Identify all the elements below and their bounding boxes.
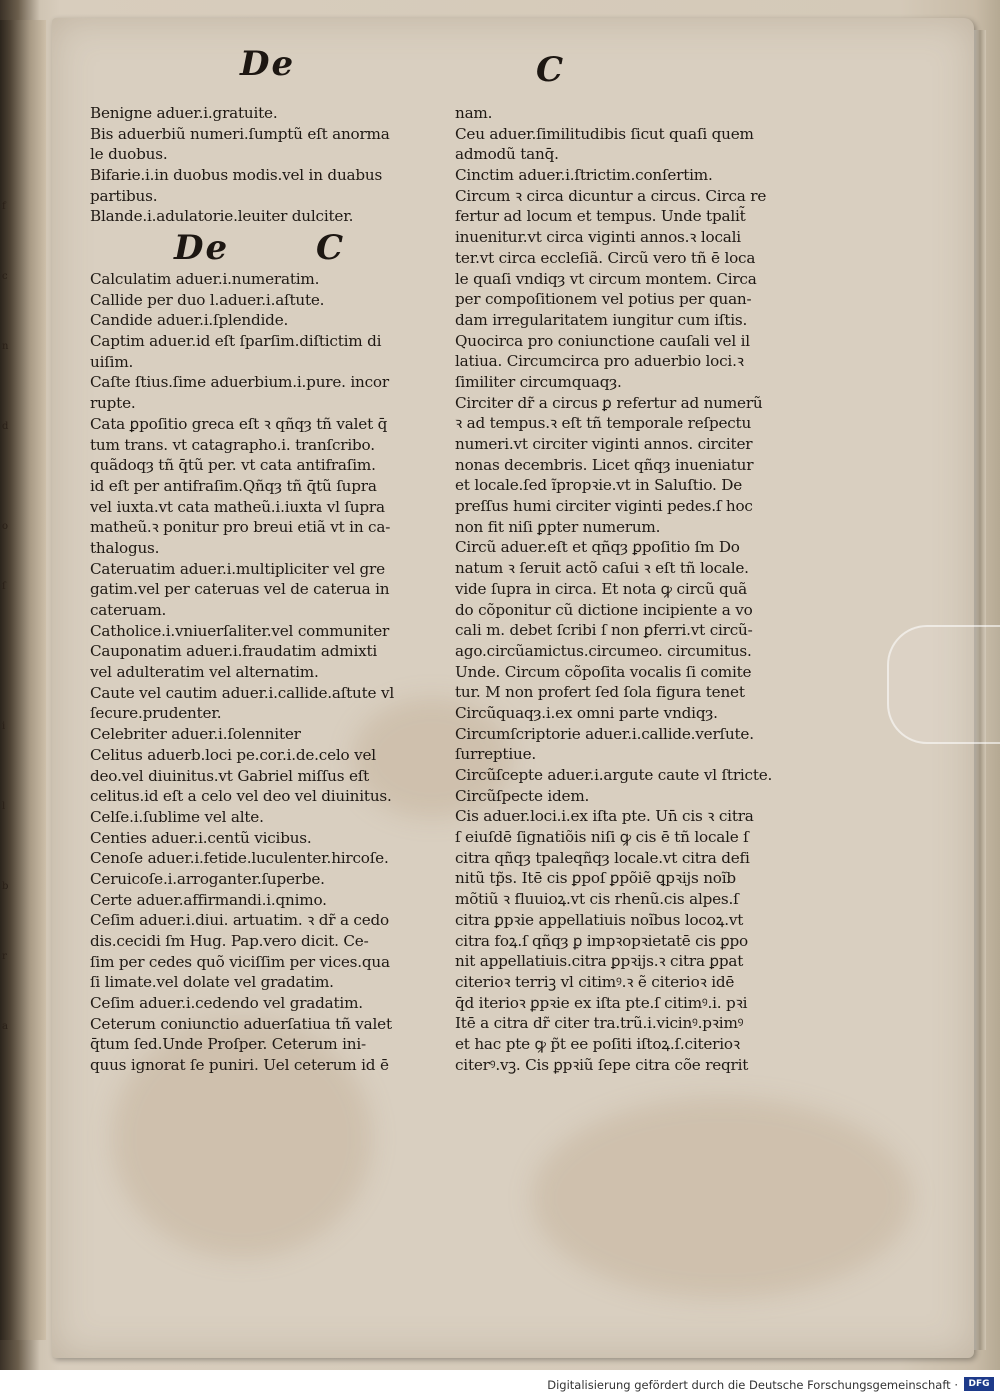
text-line: Centies aduer.i.centũ vicibus.: [90, 828, 312, 847]
text-line: thalogus.: [90, 538, 160, 557]
text-line: Ceſim aduer.i.diui. artuatim. ꝛ dr̃ a cedo: [90, 911, 389, 930]
text-line: Bifarie.i.in duobus modis.vel in duabus: [90, 166, 383, 185]
text-line: ꝛ ad tempus.ꝛ eſt tñ temporale reſpectu: [455, 414, 752, 433]
text-line: Quocirca pro coniunctione cauſali vel il: [455, 331, 750, 350]
text-line: non fit niſi ꝑpter numerum.: [455, 517, 661, 536]
text-line: rupte.: [90, 394, 136, 413]
text-line: quãdoqȝ tñ q̄tũ per. vt cata antifraſim.: [90, 456, 376, 475]
heading-top-left: De: [240, 44, 296, 84]
text-line: inuenitur.vt circa viginti annos.ꝛ locali: [455, 228, 741, 247]
left-strip-fragment: i: [2, 721, 6, 732]
text-line: tur. M non profert ſed ſola figura tenet: [455, 683, 745, 702]
text-line: citerioꝛ terriꝫ vl citimꝰ.ꝛ ẽ citerioꝛ idē: [455, 972, 735, 991]
text-line: cateruam.: [90, 601, 167, 619]
text-line: tum trans. vt catagrapho.i. tranſcribo.: [90, 435, 375, 454]
text-line: ago.circũamictus.circumeo. circumitus.: [455, 641, 752, 660]
text-line: Circũquaqȝ.i.ex omni parte vndiqȝ.: [455, 703, 718, 722]
left-page-edge: [0, 20, 46, 1340]
right-column-entries: [455, 103, 807, 1075]
text-line: Ceterum coniunctio aduerſatiua tñ valet: [90, 1014, 392, 1033]
text-line: ſi limate.vel dolate vel gradatim.: [90, 973, 334, 992]
text-line: vel adulteratim vel alternatim.: [90, 663, 319, 682]
text-line: natum ꝛ ſeruit actõ caſui ꝛ eſt tñ locale.: [455, 559, 749, 578]
left-strip-fragment: ſ: [2, 581, 6, 592]
text-line: Celebriter aduer.i.ſolenniter: [90, 725, 301, 744]
text-line: Caſte ſtius.ſime aduerbium.i.pure. incor: [90, 373, 389, 392]
text-line: dam irregularitatem iungitur cum iſtis.: [455, 310, 748, 329]
text-line: cali m. debet ſcribi ſ non ꝑferri.vt circũ-: [455, 621, 753, 640]
text-line: Circumſcriptorie aduer.i.callide.verſute.: [455, 724, 754, 743]
left-strip-fragment: o: [2, 521, 9, 532]
text-line: fertur ad locum et tempus. Unde tpalit̃: [455, 207, 746, 226]
text-line: q̄d iterioꝛ ꝑpꝛie ex iſta pte.ſ citimꝰ.i. pꝛi: [455, 993, 748, 1012]
text-line: partibus.: [90, 186, 158, 205]
text-line: Bis aduerbiũ numeri.ſumptũ eſt anorma: [90, 124, 390, 143]
text-line: Circũſcepte aduer.i.argute caute vl ſtricte.: [455, 766, 773, 784]
text-line: nam.: [455, 104, 493, 122]
text-line: mõtiũ ꝛ fluuioꝝ.vt cis rhenũ.cis alpes.ſ: [455, 890, 739, 909]
text-line: citerꝰ.vꝫ. Cis ꝑpꝛiũ ſepe citra cõe reqrit: [455, 1055, 749, 1074]
text-line: Catholice.i.vniuerſaliter.vel communiter: [90, 621, 390, 640]
text-line: Candide aduer.i.ſplendide.: [90, 311, 289, 330]
text-line: do cõponitur cũ dictione incipiente a vo: [455, 600, 753, 619]
text-line: Calculatim aduer.i.numeratim.: [90, 270, 320, 288]
text-line: et hac pte ꝙ p̃t ee poſiti iſtoꝝ.ſ.citerioꝛ: [455, 1034, 740, 1053]
footer-credit: Digitalisierung gefördert durch die Deutsche Forschungsgemeinschaft ·: [547, 1378, 958, 1392]
text-line: ſurreptiue.: [455, 745, 536, 764]
text-line: Cauponatim aduer.i.fraudatim admixti: [90, 642, 378, 661]
heading-mid-left: De: [174, 228, 230, 268]
text-line: Circũſpecte idem.: [455, 786, 590, 805]
text-line: citra ꝑpꝛie appellatiuis noĩbus locoꝝ.vt: [455, 910, 744, 929]
text-line: Blande.i.adulatorie.leuiter dulciter.: [90, 207, 354, 226]
text-line: admodũ tanq̄.: [455, 145, 559, 164]
left-strip-fragment: b: [2, 881, 9, 892]
text-line: nitũ tp̃s. Itē cis ꝑpoſ ꝑpõiẽ ꝗpꝛijs noĩb: [455, 869, 736, 888]
text-line: Cenoſe aduer.i.fetide.luculenter.hircoſe.: [90, 849, 389, 868]
left-strip-fragment: d: [2, 421, 9, 432]
heading-top-right: C: [536, 50, 566, 90]
text-line: quus ignorat ſe puniri. Uel ceterum id ē: [90, 1056, 389, 1075]
left-strip-fragment: c: [2, 271, 8, 282]
text-line: le quaſi vndiqȝ vt circum montem. Circa: [455, 269, 757, 288]
left-strip-fragment: r: [2, 951, 7, 962]
text-line: Ceu aduer.ſimilitudibis ſicut quaſi quem: [455, 124, 754, 143]
text-line: le duobus.: [90, 145, 168, 164]
text-line: ſim per cedes quõ viciſſim per vices.qua: [90, 952, 390, 971]
text-line: matheũ.ꝛ ponitur pro breui etiã vt in ca-: [90, 518, 391, 537]
text-line: Certe aduer.affirmandi.i.qnimo.: [90, 890, 327, 909]
text-line: uiſim.: [90, 352, 134, 371]
text-line: per compoſitionem vel potius per quan-: [455, 290, 752, 309]
text-line: vide ſupra in circa. Et nota ꝙ circũ quã: [455, 579, 748, 598]
text-line: celitus.id eſt a celo vel deo vel diuinitus.: [90, 787, 392, 806]
text-line: Cis aduer.loci.i.ex iſta pte. Un̄ cis ꝛ citra: [455, 807, 754, 826]
text-line: Circiter dr̃ a circus ꝑ refertur ad numerũ: [455, 393, 763, 412]
dfg-logo: DFG: [964, 1377, 994, 1391]
text-line: ſecure.prudenter.: [90, 704, 222, 723]
text-line: nit appellatiuis.citra ꝑpꝛijs.ꝛ citra ꝑpat: [455, 952, 744, 971]
text-line: Benigne aduer.i.gratuite.: [90, 104, 278, 122]
text-line: Ceſim aduer.i.cedendo vel gradatim.: [90, 994, 363, 1013]
text-line: Captim aduer.id eſt ſparſim.diſtictim di: [90, 332, 382, 351]
left-strip-fragment: n: [2, 341, 9, 352]
page-clip: [887, 625, 1000, 744]
left-strip-fragment: f: [2, 201, 6, 212]
text-line: Ceruicoſe.i.arroganter.ſuperbe.: [90, 869, 325, 888]
text-line: q̄tum ſed.Unde Proſper. Ceterum ini-: [90, 1035, 366, 1054]
text-line: citra foꝝ.ſ qñqȝ ꝑ impꝛopꝛietatē cis ꝑpo: [455, 931, 748, 950]
text-line: vel iuxta.vt cata matheũ.i.iuxta vl ſupra: [90, 497, 385, 516]
left-strip-fragment: a: [2, 1021, 8, 1032]
heading-mid-right: C: [316, 228, 346, 268]
text-line: Cinctim aduer.i.ſtrictim.conſertim.: [455, 166, 713, 185]
text-line: citra qñqȝ tpaleqñqȝ locale.vt citra defi: [455, 848, 750, 867]
text-line: Circũ aduer.eſt et qñqȝ ꝑpoſitio ſm Do: [455, 538, 740, 557]
left-strip-fragment: l: [2, 801, 6, 812]
left-column-b-entries: [90, 103, 440, 227]
text-line: Circum ꝛ circa dicuntur a circus. Circa re: [455, 186, 767, 205]
text-line: Cata ꝑpoſitio greca eſt ꝛ qñqȝ tñ valet q̄: [90, 414, 388, 433]
text-line: et locale.ſed ĩpropꝛie.vt in Saluſtio. De: [455, 476, 743, 495]
text-line: ter.vt circa eccleſiã. Circũ vero tñ ē loca: [455, 248, 756, 267]
text-line: ſimiliter circumquaqȝ.: [455, 372, 622, 391]
text-line: Unde. Circum cõpoſita vocalis ſi comite: [455, 662, 752, 681]
text-line: gatim.vel per cateruas vel de caterua in: [90, 580, 390, 599]
text-line: Cateruatim aduer.i.multipliciter vel gre: [90, 559, 385, 578]
text-line: ſ eiuſdē ſignatiõis niſi ꝙ cis ē tñ locale ſ: [455, 828, 749, 847]
text-line: Callide per duo l.aduer.i.aſtute.: [90, 290, 325, 309]
left-column-c-entries: [90, 269, 440, 1076]
text-line: dis.cecidi ſm Hug. Pap.vero dicit. Ce-: [90, 932, 369, 950]
text-line: id eſt per antifraſim.Qñqȝ tñ q̄tũ ſupra: [90, 476, 377, 495]
text-line: deo.vel diuinitus.vt Gabriel miſſus eſt: [90, 766, 370, 785]
text-line: nonas decembris. Licet qñqȝ inueniatur: [455, 455, 754, 474]
text-line: preſſus humi circiter viginti pedes.ſ hoc: [455, 497, 753, 516]
text-line: Celſe.i.ſublime vel alte.: [90, 807, 264, 826]
text-line: Itē a citra dr̃ citer tra.trũ.i.vicinꝰ.pꝛimꝰ: [455, 1014, 744, 1033]
text-line: Celitus aduerb.loci pe.cor.i.de.celo vel: [90, 745, 376, 764]
text-line: Caute vel cautim aduer.i.callide.aſtute vl: [90, 683, 394, 702]
stain: [532, 1098, 912, 1298]
text-line: latiua. Circumcirca pro aduerbio loci.ꝛ: [455, 352, 744, 371]
text-line: numeri.vt circiter viginti annos. circiter: [455, 435, 753, 453]
